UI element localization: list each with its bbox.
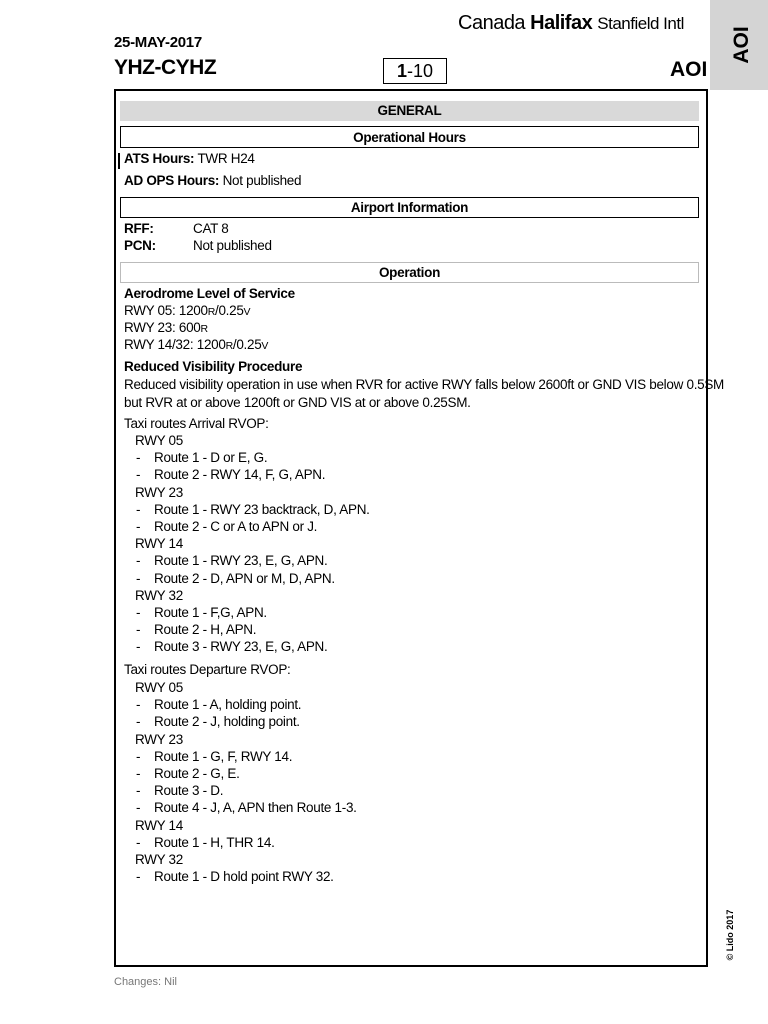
route-item: Route 2 - RWY 14, F, G, APN. [154,467,326,483]
route-dash: - [136,697,141,713]
als-line [124,303,250,318]
als-rvr-unit: R [207,306,216,318]
als-prefix: RWY 14/32: 1200 [124,337,226,352]
page-number-bold: 1 [396,61,407,81]
section-tab-label: AOI [730,26,753,64]
rvp-text-1: Reduced visibility operation in use when RVR for active RWY falls below 2600ft or GND VIS below 0.5SM [124,377,725,392]
runway-label: RWY 14 [135,536,183,552]
route-item: Route 3 - RWY 23, E, G, APN. [154,639,328,655]
als-title: Aerodrome Level of Service [124,286,295,301]
route-dash: - [136,501,141,517]
runway-label: RWY 32 [135,852,183,867]
section-airport-information: Airport Information [120,197,699,218]
als-line [124,320,208,335]
rvp-title: Reduced Visibility Procedure [124,359,303,374]
route-item: Route 1 - RWY 23 backtrack, D, APN. [154,501,370,517]
rff-value: CAT 8 [193,221,229,236]
route-dash: - [136,467,141,483]
als-prefix: RWY 05: 1200 [124,303,208,318]
route-dash: - [136,766,141,781]
change-bar [118,153,120,169]
route-item: Route 2 - C or A to APN or J. [154,519,318,534]
section-operational-hours: Operational Hours [120,126,699,148]
runway-label: RWY 23 [135,731,183,747]
route-dash: - [136,800,141,816]
route-item: Route 1 - D hold point RWY 32. [154,869,334,885]
als-vis-unit: V [261,340,269,352]
als-rvr-unit: R [200,323,208,335]
route-dash: - [136,869,141,885]
route-item: Route 3 - D. [154,783,224,799]
runway-label: RWY 05 [135,680,183,695]
als-prefix: RWY 23: 600 [124,320,201,335]
section-operation: Operation [120,262,699,283]
copyright: © Lido 2017 [725,909,735,961]
city: Halifax [530,12,593,34]
route-dash: - [136,748,141,764]
route-dash: - [136,714,141,730]
route-item: Route 1 - A, holding point. [154,697,302,713]
als-vis-unit: V [243,306,251,318]
departure-title: Taxi routes Departure RVOP: [124,662,291,677]
als-rvr-unit: R [225,340,233,352]
chart-date: 25-MAY-2017 [114,34,202,51]
pcn-label: PCN: [124,238,156,253]
route-item: Route 1 - RWY 23, E, G, APN. [154,553,328,569]
country: Canada [458,12,526,34]
route-item: Route 2 - G, E. [154,766,240,781]
rvp-text-2: but RVR at or above 1200ft or GND VIS at or above 0.25SM. [124,395,471,410]
route-item: Route 4 - J, A, APN then Route 1-3. [154,800,357,816]
route-item: Route 1 - D or E, G. [154,450,268,466]
rff-label: RFF: [124,221,154,236]
als-vis: /0.25 [215,303,244,318]
route-dash: - [136,519,141,534]
ad-ops-hours-value: Not published [222,173,302,188]
ad-ops-hours-line [124,173,301,188]
ats-hours-label: ATS Hours: [124,151,195,166]
arrival-title: Taxi routes Arrival RVOP: [124,416,269,431]
route-item: Route 1 - F,G, APN. [154,605,267,620]
route-dash: - [136,834,141,850]
als-vis: /0.25 [232,337,262,352]
als-line [124,337,268,352]
route-item: Route 2 - D, APN or M, D, APN. [154,570,335,586]
page-number-rest: -10 [407,61,434,81]
pcn-value: Not published [193,238,272,253]
route-item: Route 2 - J, holding point. [154,714,300,730]
ats-hours-value: TWR H24 [197,151,255,166]
airport-name: Stanfield Intl [597,14,684,33]
section-code: AOI [670,58,708,81]
route-item: Route 1 - G, F, RWY 14. [154,748,293,764]
runway-label: RWY 23 [135,484,183,500]
runway-label: RWY 32 [135,587,183,603]
airport-code: YHZ-CYHZ [114,56,217,79]
ats-hours-line [124,151,255,166]
route-dash: - [136,639,141,655]
ad-ops-hours-label: AD OPS Hours: [124,173,220,188]
runway-label: RWY 05 [135,433,183,448]
route-dash: - [136,570,141,586]
airport-title [458,12,684,35]
route-dash: - [136,553,141,569]
runway-label: RWY 14 [135,817,183,833]
route-dash: - [136,605,141,620]
page-number [383,58,447,84]
route-item: Route 1 - H, THR 14. [154,834,275,850]
route-dash: - [136,783,141,799]
route-dash: - [136,622,141,638]
changes-note: Changes: Nil [114,976,177,988]
section-general: GENERAL [120,101,699,121]
route-item: Route 2 - H, APN. [154,622,257,638]
route-dash: - [136,450,141,466]
